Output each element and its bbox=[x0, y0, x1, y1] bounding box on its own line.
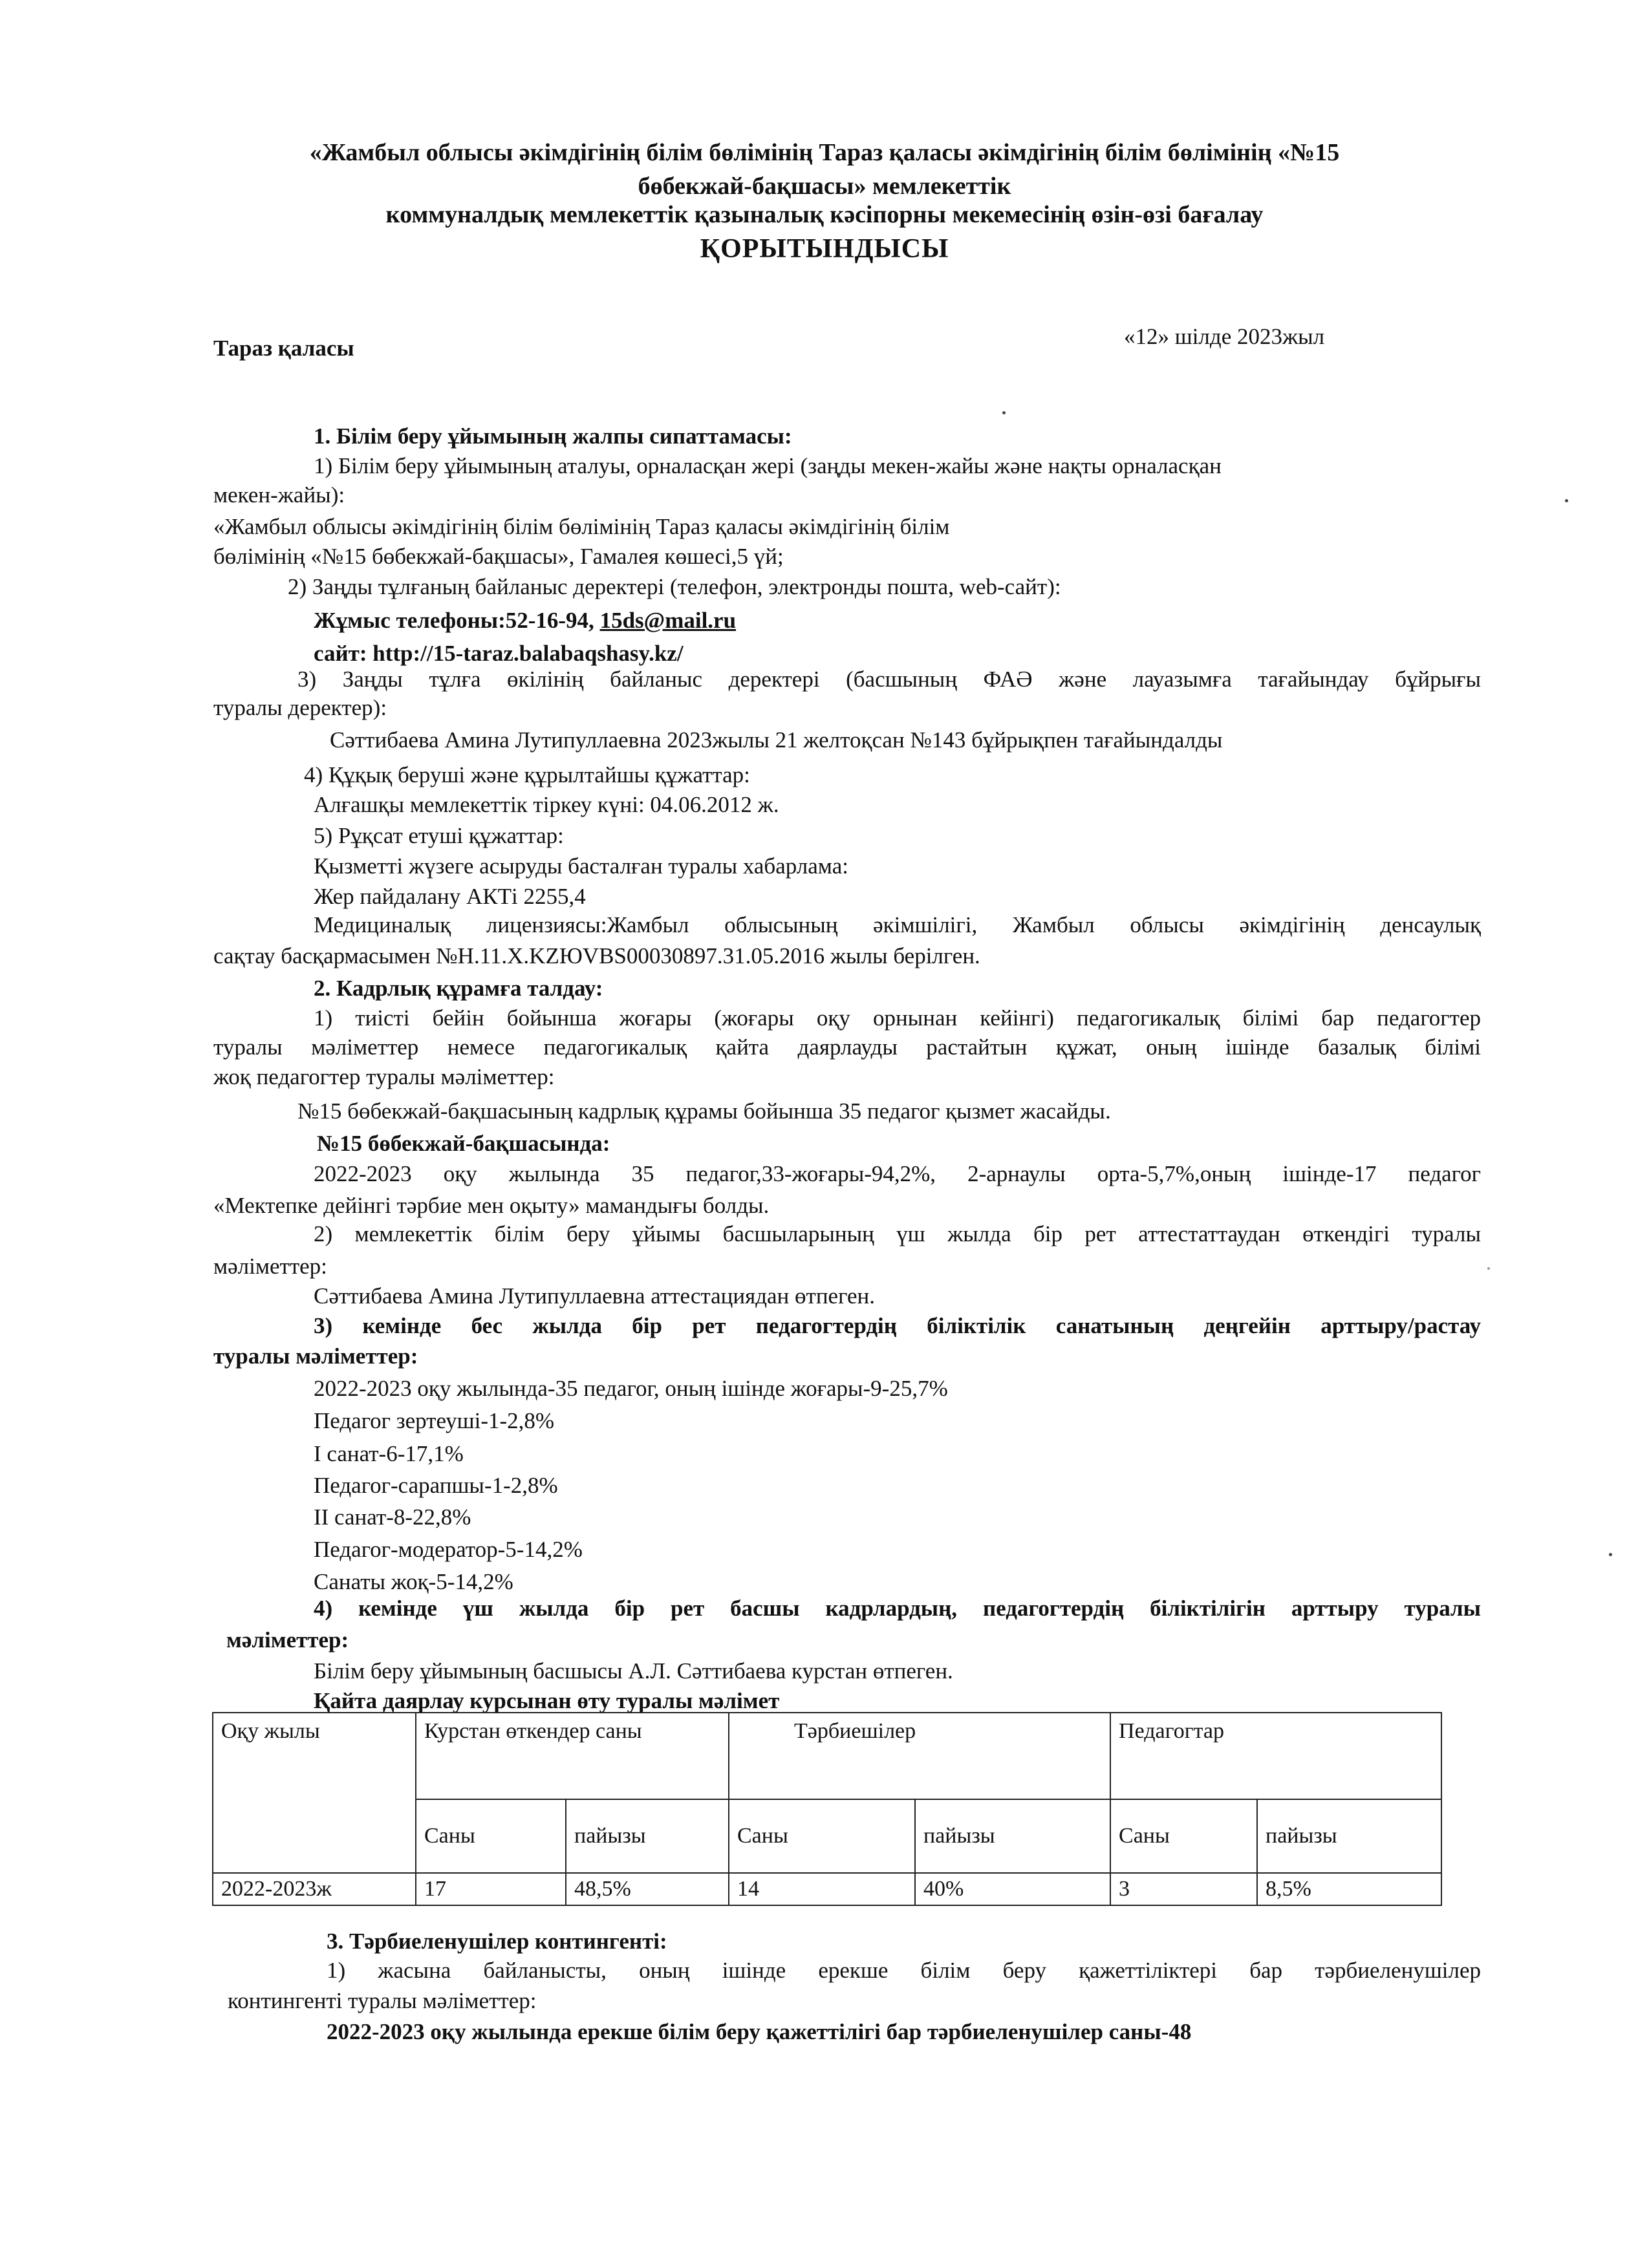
th-teachers: Педагогтар bbox=[1110, 1713, 1441, 1799]
table-cell: 8,5% bbox=[1257, 1873, 1441, 1905]
th-completed: Курстан өткендер саны bbox=[416, 1713, 729, 1799]
th-sub: Саны bbox=[416, 1799, 566, 1873]
table-cell: 14 bbox=[729, 1873, 915, 1905]
s2-item3-line-b: туралы мәліметтер: bbox=[213, 1343, 418, 1369]
s3-item1-line-a: 1) жасына байланысты, оның ішінде ерекше білім беру қажеттіліктері бар тәрбиеленушілер bbox=[327, 1958, 1481, 1983]
s1-item1-line-a: 1) Білім беру ұйымының аталуы, орналасқан жері (заңды мекен-жайы және нақты орналасқан bbox=[314, 453, 1222, 478]
category-item: Педагог-модератор-5-14,2% bbox=[314, 1537, 583, 1562]
s3-item1-line-b: контингенті туралы мәліметтер: bbox=[228, 1988, 537, 2013]
special-needs-count: 2022-2023 оқу жылында ерекше білім беру қажеттілігі бар тәрбиеленушілер саны-48 bbox=[327, 2019, 1192, 2044]
s2-item4-line-a: 4) кемінде үш жылда бір рет басшы кадрлардың, педагогтердің біліктілігін арттыру туралы bbox=[314, 1596, 1481, 1621]
org-name-line-a: «Жамбыл облысы әкімдігінің білім бөлімінің Тараз қаласы әкімдігінің білім bbox=[213, 514, 950, 539]
table-caption: Қайта даярлау курсынан өту туралы мәлімет bbox=[314, 1688, 780, 1713]
category-item: Санаты жоқ-5-14,2% bbox=[314, 1569, 513, 1594]
s2-item1-line-a: 1) тиісті бейін бойынша жоғары (жоғары оқу орнынан кейінгі) педагогикалық білімі бар педагогтер bbox=[314, 1005, 1481, 1031]
th-sub: пайызы bbox=[566, 1799, 729, 1873]
s2-item1-line-c: жоқ педагогтер туралы мәліметтер: bbox=[213, 1064, 555, 1089]
table-cell: 48,5% bbox=[566, 1873, 729, 1905]
head-appointment: Сәттибаева Амина Лутипуллаевна 2023жылы 21 желтоқсан №143 бұйрықпен тағайындалды bbox=[330, 727, 1223, 753]
table-row bbox=[213, 1873, 1441, 1905]
scan-speck bbox=[1565, 499, 1568, 502]
category-item: Педагог зертеуші-1-2,8% bbox=[314, 1408, 555, 1433]
table-cell: 2022-2023ж bbox=[213, 1873, 416, 1905]
attestation-info: Сәттибаева Амина Лутипуллаевна аттестациядан өтпеген. bbox=[314, 1283, 875, 1309]
th-year: Оқу жылы bbox=[213, 1713, 416, 1873]
section-2-heading: 2. Кадрлық құрамға талдау: bbox=[314, 976, 603, 1001]
city-label: Тараз қаласы bbox=[213, 336, 354, 361]
contact-phone bbox=[314, 606, 736, 636]
org-name-line-b: бөлімінің «№15 бөбекжай-бақшасы», Гамалея көшесі,5 үй; bbox=[213, 544, 784, 569]
s2-item4-line-b bbox=[226, 1625, 349, 1655]
scan-speck bbox=[1487, 1267, 1490, 1270]
section-2-subheading: №15 бөбекжай-бақшасында: bbox=[317, 1131, 610, 1156]
license-line-b: сақтау басқармасымен №Н.11.Х.KZЮVBS00030897.31.05.2016 жылы берілген. bbox=[213, 943, 980, 968]
category-item: II санат-8-22,8% bbox=[314, 1504, 471, 1530]
table-cell: 40% bbox=[915, 1873, 1110, 1905]
s1-item1-line-b: мекен-жайы): bbox=[213, 482, 345, 508]
s1-item5: 5) Рұқсат етуші құжаттар: bbox=[314, 823, 564, 848]
registration-date: Алғашқы мемлекеттік тіркеу күні: 04.06.2012 ж. bbox=[314, 792, 779, 817]
s1-item2: 2) Заңды тұлғаның байланыс деректері (телефон, электронды пошта, web-сайт): bbox=[288, 574, 1061, 599]
th-educators: Тәрбиешілер bbox=[729, 1713, 1110, 1799]
section-1-heading: 1. Білім беру ұйымының жалпы сипаттамасы: bbox=[314, 423, 792, 449]
th-sub: Саны bbox=[1110, 1799, 1257, 1873]
category-item: I санат-6-17,1% bbox=[314, 1441, 464, 1466]
course-info: Білім беру ұйымының басшысы А.Л. Сәттибаева курстан өтпеген. bbox=[314, 1658, 953, 1684]
th-sub: Саны bbox=[729, 1799, 915, 1873]
s1-item3-line-b: туралы деректер): bbox=[213, 695, 387, 720]
section-3-heading: 3. Тәрбиеленушілер контингенті: bbox=[327, 1929, 667, 1954]
s2-item1-line-b: туралы мәліметтер немесе педагогикалық қайта даярлауды растайтын құжат, оның ішінде базалық білімі bbox=[213, 1034, 1481, 1060]
phone-text: Жұмыс телефоны:52-16-94, bbox=[314, 608, 600, 633]
document-title: ҚОРЫТЫНДЫСЫ bbox=[700, 234, 949, 264]
th-sub: пайызы bbox=[915, 1799, 1110, 1873]
header-line-1: «Жамбыл облысы әкімдігінің білім бөлімінің Тараз қаласы әкімдігінің білім бөлімінің «№15 bbox=[309, 139, 1340, 166]
category-item: Педагог-сарапшы-1-2,8% bbox=[314, 1473, 558, 1498]
document-date: «12» шілде 2023жыл bbox=[1124, 324, 1325, 349]
s2-item3-line-a: 3) кемінде бес жылда бір рет педагогтердің біліктілік санатының деңгейін арттыру/растау bbox=[314, 1313, 1481, 1338]
header-line-3: коммуналдық мемлекеттік қазыналық кәсіпорны мекемесінің өзін-өзі бағалау bbox=[385, 201, 1264, 228]
th-sub: пайызы bbox=[1257, 1799, 1441, 1873]
header-line-2: бөбекжай-бақшасы» мемлекеттік bbox=[638, 173, 1011, 200]
stats-line-b: «Мектепке дейінгі тәрбие мен оқыту» мамандығы болды. bbox=[213, 1193, 770, 1218]
scan-speck bbox=[1002, 411, 1006, 414]
table-cell: 17 bbox=[416, 1873, 566, 1905]
s1-item4: 4) Құқық беруші және құрылтайшы құжаттар: bbox=[304, 762, 750, 787]
land-use-act: Жер пайдалану АКТі 2255,4 bbox=[314, 884, 586, 909]
s2-item2-line-a: 2) мемлекеттік білім беру ұйымы басшыларының үш жылда бір рет аттестаттаудан өткендігі туралы bbox=[314, 1221, 1481, 1246]
website[interactable]: сайт: http://15-taraz.balabaqshasy.kz/ bbox=[314, 641, 684, 666]
license-line-a: Медициналық лицензиясы:Жамбыл облысының әкімшілігі, Жамбыл облысы әкімдігінің денсаулық bbox=[314, 912, 1481, 937]
staff-count: №15 бөбекжай-бақшасының кадрлық құрамы бойынша 35 педагог қызмет жасайды. bbox=[297, 1098, 1111, 1124]
stats-line-a: 2022-2023 оқу жылында 35 педагог,33-жоғары-94,2%, 2-арнаулы орта-5,7%,оның ішінде-17 педагог bbox=[314, 1161, 1481, 1186]
activity-notice: Қызметті жүзеге асыруды басталған туралы хабарлама: bbox=[314, 853, 848, 879]
table-cell: 3 bbox=[1110, 1873, 1257, 1905]
category-item: 2022-2023 оқу жылында-35 педагог, оның ішінде жоғары-9-25,7% bbox=[314, 1376, 948, 1401]
s2-item2-line-b: мәліметтер: bbox=[213, 1254, 327, 1279]
email-link[interactable]: 15ds@mail.ru bbox=[599, 608, 737, 633]
s1-item3-line-a: 3) Заңды тұлға өкілінің байланыс деректері (басшының ФАӘ және лауазымға тағайындау бұйрығы bbox=[297, 667, 1481, 692]
retraining-table bbox=[212, 1712, 1442, 1906]
scan-speck bbox=[1609, 1553, 1612, 1556]
s2-item4-label: мәліметтер: bbox=[226, 1627, 349, 1653]
